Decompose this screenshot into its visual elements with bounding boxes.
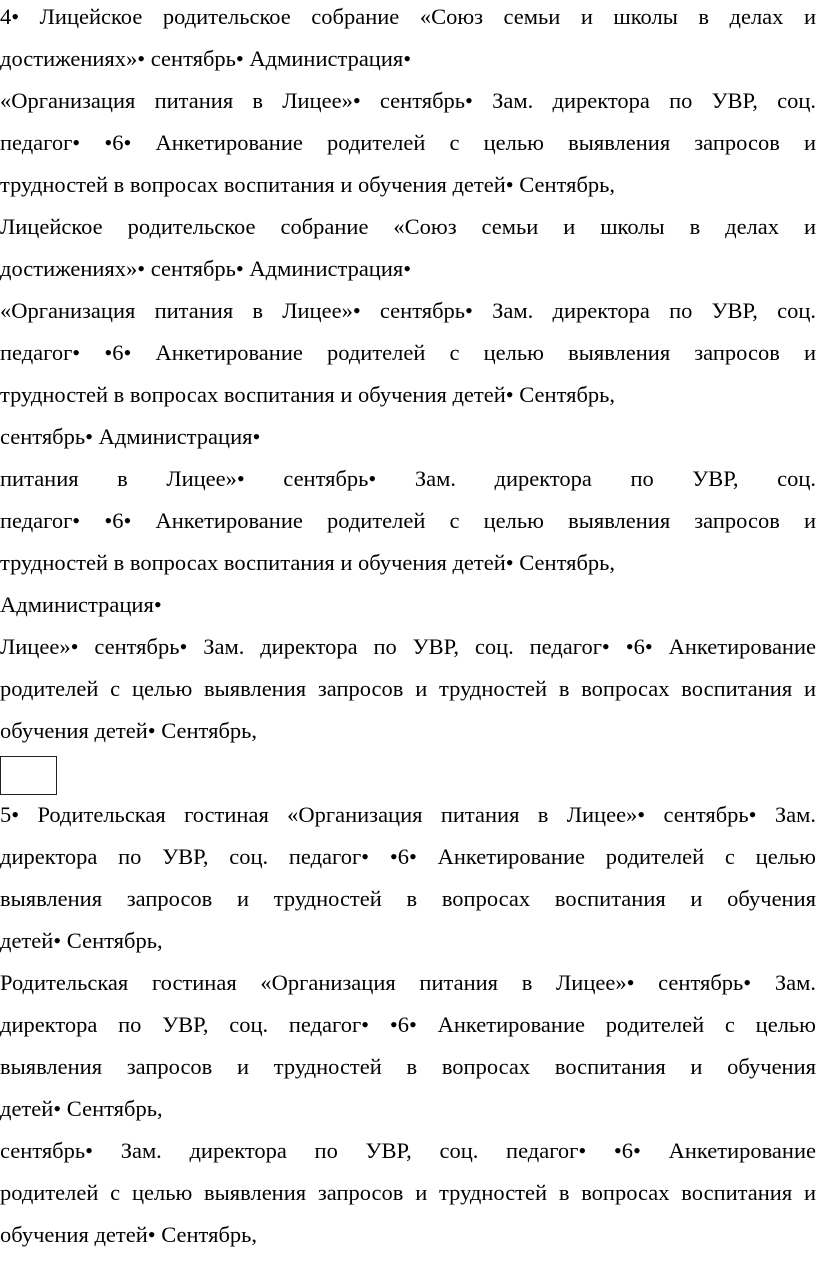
- text-line: детей• Сентябрь,: [0, 1096, 163, 1121]
- text-line: выявления запросов и трудностей в вопросах воспитания и обучения: [0, 1054, 816, 1079]
- text-line: педагог• •6• Анкетирование родителей с целью выявления запросов и: [0, 340, 816, 365]
- text-line: питания в Лицее»• сентябрь• Зам. директора по УВР, соц.: [0, 466, 816, 491]
- text-line: трудностей в вопросах воспитания и обучения детей• Сентябрь,: [0, 382, 616, 407]
- text-line: «Организация питания в Лицее»• сентябрь• Зам. директора по УВР, соц.: [0, 298, 816, 323]
- text-line: достижениях»• сентябрь• Администрация•: [0, 46, 412, 71]
- text-line: выявления запросов и трудностей в вопросах воспитания и обучения: [0, 886, 816, 911]
- text-line: родителей с целью выявления запросов и трудностей в вопросах воспитания и: [0, 1180, 816, 1205]
- text-line: достижениях»• сентябрь• Администрация•: [0, 256, 412, 281]
- empty-image-placeholder: [0, 756, 57, 795]
- text-line: педагог• •6• Анкетирование родителей с целью выявления запросов и: [0, 130, 816, 155]
- text-line: обучения детей• Сентябрь,: [0, 718, 258, 743]
- text-line: Лицейское родительское собрание «Союз семьи и школы в делах и: [0, 214, 816, 239]
- text-line: сентябрь• Администрация•: [0, 424, 261, 449]
- text-line: трудностей в вопросах воспитания и обучения детей• Сентябрь,: [0, 550, 616, 575]
- text-line: сентябрь• Зам. директора по УВР, соц. педагог• •6• Анкетирование: [0, 1138, 816, 1163]
- text-line: трудностей в вопросах воспитания и обучения детей• Сентябрь,: [0, 172, 616, 197]
- text-line: Лицее»• сентябрь• Зам. директора по УВР, соц. педагог• •6• Анкетирование: [0, 634, 816, 659]
- text-line: обучения детей• Сентябрь,: [0, 1222, 258, 1247]
- text-line: «Организация питания в Лицее»• сентябрь• Зам. директора по УВР, соц.: [0, 88, 816, 113]
- text-line: Родительская гостиная «Организация питания в Лицее»• сентябрь• Зам.: [0, 970, 816, 995]
- text-line: директора по УВР, соц. педагог• •6• Анкетирование родителей с целью: [0, 1012, 816, 1037]
- text-line: Администрация•: [0, 592, 162, 617]
- text-line: детей• Сентябрь,: [0, 928, 163, 953]
- text-line: 4• Лицейское родительское собрание «Союз семьи и школы в делах и: [0, 4, 816, 29]
- text-line: 5• Родительская гостиная «Организация питания в Лицее»• сентябрь• Зам.: [0, 802, 816, 827]
- text-line: педагог• •6• Анкетирование родителей с целью выявления запросов и: [0, 508, 816, 533]
- text-line: директора по УВР, соц. педагог• •6• Анкетирование родителей с целью: [0, 844, 816, 869]
- text-line: родителей с целью выявления запросов и трудностей в вопросах воспитания и: [0, 676, 816, 701]
